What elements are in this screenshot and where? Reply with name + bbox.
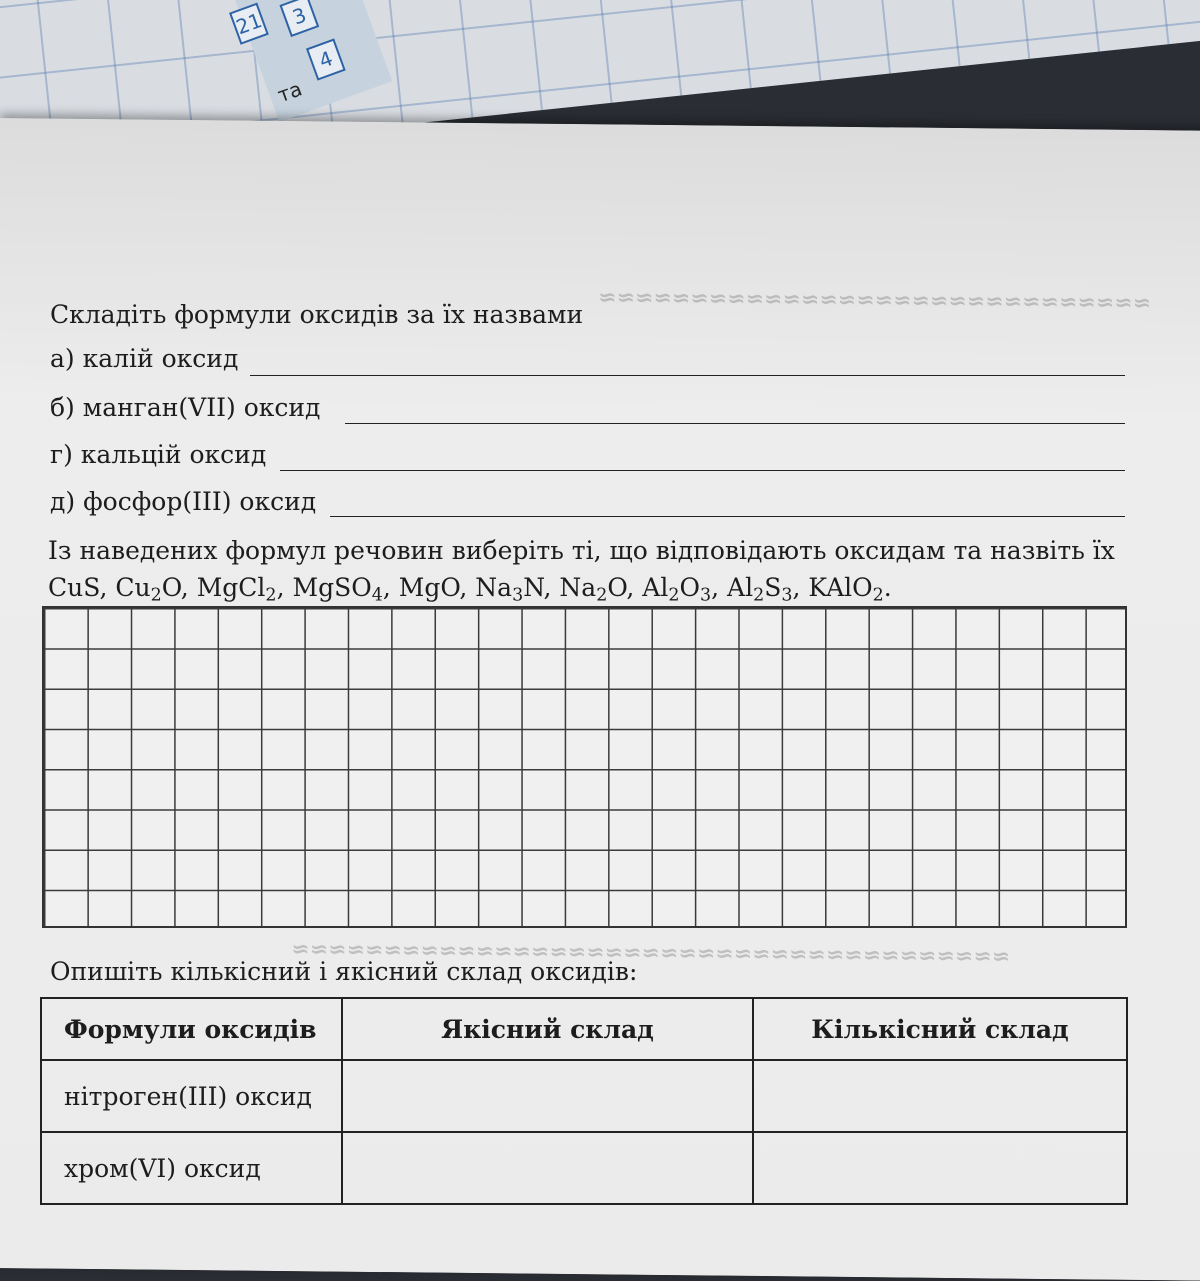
show-through-text: ≈≈≈≈≈≈≈≈≈≈≈≈≈≈≈≈≈≈≈≈≈≈≈≈≈≈≈≈≈≈ (598, 284, 1152, 317)
item-label-phosphorus-oxide: д) фосфор(III) оксид (50, 487, 317, 516)
oxide-composition-table (40, 997, 1128, 1205)
section1-heading: Складіть формули оксидів за їх назвами (50, 300, 584, 329)
formula-item: MgO (398, 573, 460, 602)
answer-line-phosphorus-oxide[interactable] (330, 516, 1125, 517)
formula-item: MgCl$_2$ (196, 573, 277, 606)
cell-quantitative[interactable] (753, 1132, 1127, 1204)
table-row (41, 1132, 1127, 1204)
cell-qualitative[interactable] (342, 1060, 753, 1132)
item-label-calcium-oxide: г) кальцій оксид (50, 440, 267, 469)
cell-qualitative[interactable] (342, 1132, 753, 1204)
section3-heading: Опишіть кількісний і якісний склад оксидів: (50, 957, 638, 986)
header-qualitative-composition: Якісний склад (342, 998, 753, 1060)
formula-list: CuS, $Cu_2O$, MgCl$_2$, MgSO$_4$, MgO, $Na_3N$, $Na_2O$, $Al_2O_3$, $Al_2S_3$, KAlO$_2$. (48, 573, 892, 606)
section2-heading: Із наведених формул речовин виберіть ті, що відповідають оксидам та назвіть їх (48, 536, 1115, 565)
answer-line-manganese-oxide[interactable] (345, 423, 1125, 424)
formula-item: $Al_2S_3$ (727, 573, 793, 606)
cell-oxide-name: хром(VI) оксид (41, 1132, 342, 1204)
formula-item: $Cu_2O$ (115, 573, 181, 606)
item-label-potassium-oxide: а) калій оксид (50, 344, 239, 373)
formula-item: $Na_2O$ (559, 573, 627, 606)
table-row (41, 1060, 1127, 1132)
formula-item: MgSO$_4$ (292, 573, 383, 606)
cell-oxide-name: нітроген(III) оксид (41, 1060, 342, 1132)
header-oxide-formulas: Формули оксидів (41, 998, 342, 1060)
show-through-text: ≈≈≈≈≈≈≈≈≈≈≈≈≈≈≈≈≈≈≈≈≈≈≈≈≈≈≈≈≈≈≈≈≈≈≈≈≈≈≈ (291, 936, 1011, 970)
cell-quantitative[interactable] (753, 1060, 1127, 1132)
formula-item: CuS (48, 573, 100, 602)
tab-label: та (274, 76, 306, 108)
tab-number-3: 3 (279, 0, 319, 37)
answer-line-potassium-oxide[interactable] (250, 375, 1125, 376)
answer-line-calcium-oxide[interactable] (280, 470, 1125, 471)
item-label-manganese-oxide: б) манган(VII) оксид (50, 393, 321, 422)
formula-item: $Na_3N$ (475, 573, 544, 606)
tab-number-4: 4 (306, 38, 346, 80)
header-quantitative-composition: Кількісний склад (753, 998, 1127, 1060)
answer-grid[interactable] (42, 606, 1127, 928)
formula-item: KAlO$_2$ (808, 573, 884, 606)
tab-number-21: 21 (229, 3, 269, 45)
formula-item: $Al_2O_3$ (642, 573, 712, 606)
